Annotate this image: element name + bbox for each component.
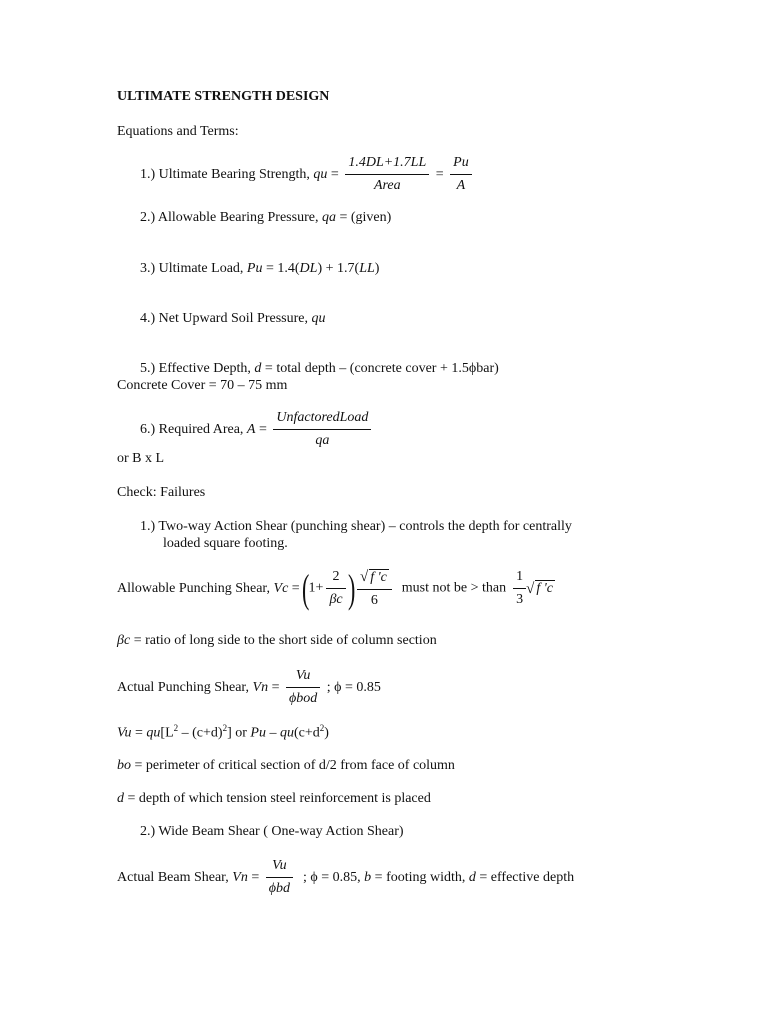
vu-a: = (131, 725, 147, 741)
sqrt-symbol: √ (526, 580, 535, 597)
vn2-b: b (364, 870, 372, 886)
vc-bc (326, 589, 345, 609)
vn2-label: Actual Beam Shear, (117, 870, 233, 886)
eq3-ll: LL (359, 261, 375, 276)
vn1-equals: = (268, 680, 283, 696)
vc-bc-text: βc (329, 591, 343, 607)
eq6-fraction (273, 410, 371, 450)
vc-fc2-text: f 'c (536, 580, 553, 596)
eq4-var: qu (311, 311, 326, 326)
eq2-rest: = (given) (335, 210, 392, 225)
equation-4 (140, 311, 325, 328)
eq1-denominator (345, 175, 429, 195)
vn1-den (286, 688, 320, 708)
bo-rest: = perimeter of critical section of d/2 from face of column (131, 758, 455, 773)
vc-three: 3 (516, 591, 524, 607)
eq1-equals: = (327, 167, 343, 183)
equation-5 (140, 361, 499, 378)
vn2-var: Vn (232, 870, 248, 886)
shear2-heading: 2.) Wide Beam Shear ( One-way Action Shear) (140, 824, 404, 839)
right-paren: ) (347, 565, 355, 611)
eq6-numerator (273, 410, 371, 430)
eq6-label: 6.) Required Area, (140, 422, 247, 438)
eq1-numerator-2 (450, 155, 472, 175)
vn1-fraction (286, 668, 320, 708)
eq4-label: 4.) Net Upward Soil Pressure, (140, 311, 312, 326)
vn2-equals: = (247, 870, 263, 886)
vc-outer-fraction (357, 568, 392, 610)
bo-definition (117, 758, 455, 775)
vn2-num (266, 858, 293, 878)
d-sym: d (117, 791, 124, 806)
beta-definition (117, 633, 437, 650)
equation-1 (140, 155, 475, 195)
vn1-num-text: Vu (295, 668, 311, 683)
vn2-e: = effective depth (475, 870, 575, 886)
vn2-fraction (266, 858, 293, 898)
eq5-label: 5.) Effective Depth, (140, 361, 255, 376)
vc-sqrt-fc: √ f 'c (357, 568, 392, 590)
concrete-cover: Concrete Cover = 70 – 75 mm (117, 378, 288, 393)
equation-6 (140, 410, 374, 450)
d-definition (117, 791, 431, 808)
vc-inner-fraction (326, 569, 345, 609)
eq6-num-text: UnfactoredLoad (276, 410, 369, 425)
eq1-equals-2: = (432, 167, 448, 183)
vn1-rest: ; ϕ = 0.85 (323, 680, 381, 696)
eq3-rest-c: ) (374, 261, 380, 276)
eq6-var: A (246, 422, 256, 438)
eq3-rest-a: = 1.4( (262, 261, 300, 276)
eq3-var: Pu (246, 261, 263, 276)
d-rest: = depth of which tension steel reinforcement is placed (124, 791, 431, 806)
vc-two: 2 (326, 569, 345, 589)
vu-pu: Pu (250, 725, 266, 741)
vu-var: Vu (117, 725, 132, 741)
eq6-equals: = (255, 422, 271, 438)
vu-qu2: qu (279, 725, 294, 741)
vu-sup-1: 2 (173, 723, 179, 733)
vu-b: [L (160, 725, 174, 741)
eq1-numerator: 1.4DL+1.7LL (345, 155, 429, 175)
vu-qu: qu (146, 725, 161, 741)
equation-3 (140, 261, 379, 278)
eq3-label: 3.) Ultimate Load, (140, 261, 247, 276)
vn2-den (266, 878, 293, 898)
equation-2 (140, 210, 391, 227)
eq3-dl: DL (299, 261, 318, 276)
vu-g: ) (324, 725, 329, 741)
vn2-c: = footing width, (371, 870, 469, 886)
eq1-denominator-2 (450, 175, 472, 195)
vc-one-plus: 1+ (308, 580, 324, 596)
vu-c: – (c+d) (178, 725, 223, 741)
vn2-a: ; ϕ = 0.85, (296, 870, 365, 886)
eq3-rest-b: ) + 1.7( (317, 261, 360, 276)
eq6-denominator (273, 430, 371, 450)
eq6-alt: or B x L (117, 451, 165, 466)
vu-sup-3: 2 (319, 723, 325, 733)
vn2-equation (117, 858, 574, 898)
vu-f: (c+d (293, 725, 320, 741)
vc-limit-fraction (513, 569, 526, 609)
eq6-den-text: qa (315, 432, 330, 448)
eq1-den-text: Area (373, 177, 401, 193)
check-heading: Check: Failures (117, 485, 206, 500)
left-paren: ( (302, 565, 310, 611)
eq5-rest: = total depth – (concrete cover + 1.5ϕbar) (261, 361, 499, 376)
bo-sym: bo (117, 758, 131, 773)
vc-label: Allowable Punching Shear, (117, 581, 274, 597)
eq2-label: 2.) Allowable Bearing Pressure, (140, 210, 322, 225)
vc-equation (117, 565, 555, 611)
shear1-line2: loaded square footing. (163, 536, 288, 551)
vu-equation (117, 723, 329, 742)
eq1-fraction (345, 155, 429, 195)
vc-limit-sqrt (535, 580, 555, 598)
eq1-num2-text: Pu (453, 155, 469, 170)
section-subtitle: Equations and Terms: (117, 124, 239, 139)
vu-e: – (265, 725, 280, 741)
eq1-fraction-2 (450, 155, 472, 195)
vc-one: 1 (513, 569, 526, 589)
vc-var: Vc (273, 581, 289, 597)
eq1-label: 1.) Ultimate Bearing Strength, (140, 167, 314, 183)
vn1-num (286, 668, 320, 688)
vn1-equation (117, 668, 381, 708)
vn2-den-text: ϕbd (268, 880, 291, 896)
page-title: ULTIMATE STRENGTH DESIGN (117, 89, 330, 104)
vn1-label: Actual Punching Shear, (117, 680, 253, 696)
vu-d: ] or (227, 725, 251, 741)
vn2-num-text: Vu (272, 858, 287, 873)
vc-equals: = (288, 581, 304, 597)
eq2-var: qa (321, 210, 336, 225)
eq1-var: qu (313, 167, 328, 183)
beta-rest: = ratio of long side to the short side of column section (130, 633, 437, 648)
vn1-den-text: ϕbod (289, 690, 318, 706)
vc-fc-text: f 'c (370, 570, 387, 585)
eq5-var: d (254, 361, 262, 376)
eq1-den2-text: A (456, 177, 466, 193)
beta-sym: βc (117, 633, 131, 648)
vc-must: must not be > than (394, 580, 514, 596)
vc-six: 6 (370, 592, 378, 608)
vu-sup-2: 2 (222, 723, 228, 733)
vn2-d: d (468, 870, 476, 886)
shear1-line1: 1.) Two-way Action Shear (punching shear) – controls the depth for centrally (140, 519, 572, 534)
vn1-var: Vn (252, 680, 269, 696)
